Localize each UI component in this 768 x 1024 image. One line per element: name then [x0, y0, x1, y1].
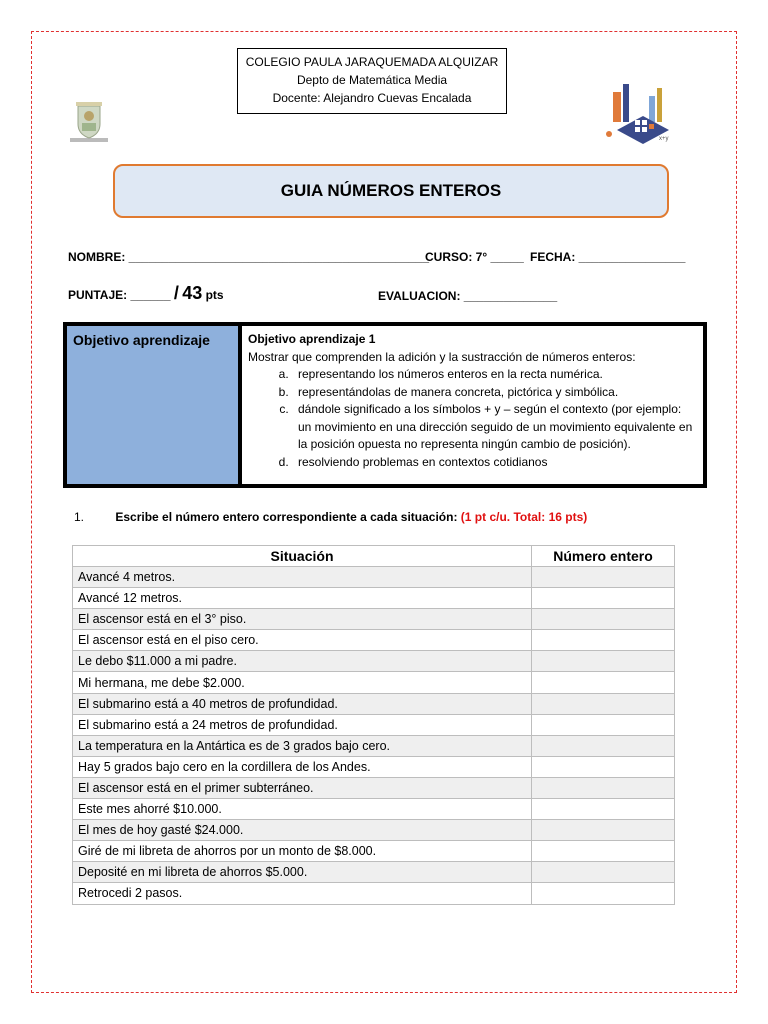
- evaluacion-label: EVALUACION:: [378, 289, 461, 303]
- objective-item-a: a. representando los números enteros en la recta numérica.: [292, 366, 697, 384]
- puntaje-field[interactable]: [68, 283, 224, 304]
- situation-cell: El ascensor está en el primer subterráneo.: [73, 777, 532, 798]
- situation-cell: Avancé 4 metros.: [73, 567, 532, 588]
- curso-field[interactable]: [425, 250, 524, 264]
- objective-item-d: d. resolviendo problemas en contextos cotidianos: [292, 454, 697, 472]
- teacher-name: Docente: Alejandro Cuevas Encalada: [272, 91, 472, 105]
- table-row: [73, 630, 675, 651]
- situation-cell: Deposité en mi libreta de ahorros $5.000.: [73, 862, 532, 883]
- situation-cell: El mes de hoy gasté $24.000.: [73, 820, 532, 841]
- table-row: [73, 651, 675, 672]
- answer-cell[interactable]: [532, 567, 675, 588]
- situation-cell: La temperatura en la Antártica es de 3 grados bajo cero.: [73, 735, 532, 756]
- situation-cell: Le debo $11.000 a mi padre.: [73, 651, 532, 672]
- school-header: [237, 48, 507, 114]
- answer-cell[interactable]: [532, 841, 675, 862]
- instruction: [74, 510, 587, 524]
- situation-cell: El submarino está a 24 metros de profundidad.: [73, 714, 532, 735]
- answer-cell[interactable]: [532, 756, 675, 777]
- table-row: [73, 735, 675, 756]
- curso-line: _____: [490, 250, 524, 264]
- table-row: [73, 799, 675, 820]
- answer-cell[interactable]: [532, 777, 675, 798]
- situation-cell: El ascensor está en el piso cero.: [73, 630, 532, 651]
- situation-cell: Giré de mi libreta de ahorros por un monto de $8.000.: [73, 841, 532, 862]
- table-row: [73, 672, 675, 693]
- header-numero-entero: Número entero: [532, 546, 675, 567]
- table-row: [73, 693, 675, 714]
- answer-cell[interactable]: [532, 883, 675, 904]
- objective-content: [242, 326, 703, 484]
- table-row: [73, 714, 675, 735]
- table-row: [73, 883, 675, 904]
- situation-cell: El submarino está a 40 metros de profundidad.: [73, 693, 532, 714]
- answer-cell[interactable]: [532, 714, 675, 735]
- nombre-label: NOMBRE:: [68, 250, 126, 264]
- evaluacion-line: ______________: [463, 289, 558, 303]
- fecha-field[interactable]: [530, 250, 685, 264]
- answer-cell[interactable]: [532, 588, 675, 609]
- evaluacion-field[interactable]: [378, 289, 557, 303]
- answer-cell[interactable]: [532, 651, 675, 672]
- nombre-field[interactable]: [68, 250, 429, 264]
- puntaje-slash: /: [173, 283, 179, 303]
- table-row: [73, 777, 675, 798]
- table-header-row: [73, 546, 675, 567]
- instruction-text: Escribe el número entero correspondiente a cada situación:: [115, 510, 458, 524]
- curso-label: CURSO: 7°: [425, 250, 488, 264]
- fecha-label: FECHA:: [530, 250, 576, 264]
- table-row: [73, 588, 675, 609]
- situation-cell: Retrocedi 2 pasos.: [73, 883, 532, 904]
- answer-cell[interactable]: [532, 672, 675, 693]
- table-row: [73, 862, 675, 883]
- instruction-points: (1 pt c/u. Total: 16 pts): [460, 510, 588, 524]
- svg-text:x+y: x+y: [659, 136, 669, 142]
- table-row: [73, 609, 675, 630]
- department-name: Depto de Matemática Media: [296, 73, 448, 87]
- puntaje-label: PUNTAJE:: [68, 288, 128, 302]
- answer-cell[interactable]: [532, 799, 675, 820]
- answer-cell[interactable]: [532, 735, 675, 756]
- objective-item-c: c. dándole significado a los símbolos + y – según el contexto (por ejemplo: un movimiento en una dirección seguido de un movimiento equivalente en la posición opuesta no representa ningún cambio de posición).: [292, 401, 697, 454]
- school-crest-icon: [66, 100, 112, 146]
- total-points: 43: [182, 283, 203, 303]
- objective-item-b: b. representándolas de manera concreta, pictórica y simbólica.: [292, 384, 697, 402]
- situations-table: [72, 545, 675, 905]
- puntaje-line: ______: [130, 288, 171, 302]
- table-row: [73, 841, 675, 862]
- answer-cell[interactable]: [532, 630, 675, 651]
- objective-box: [63, 322, 707, 488]
- situation-cell: Hay 5 grados bajo cero en la cordillera de los Andes.: [73, 756, 532, 777]
- objective-list: [248, 366, 697, 471]
- objective-label: Objetivo aprendizaje: [67, 326, 242, 484]
- table-row: [73, 756, 675, 777]
- answer-cell[interactable]: [532, 609, 675, 630]
- situation-cell: Mi hermana, me debe $2.000.: [73, 672, 532, 693]
- table-row: [73, 567, 675, 588]
- objective-heading: Objetivo aprendizaje 1: [248, 332, 376, 346]
- nombre-line: _____________________________________________: [128, 250, 429, 264]
- answer-cell[interactable]: [532, 820, 675, 841]
- school-name: COLEGIO PAULA JARAQUEMADA ALQUIZAR: [245, 55, 499, 69]
- page-title: GUIA NÚMEROS ENTEROS: [113, 164, 669, 218]
- objective-intro: Mostrar que comprenden la adición y la sustracción de números enteros:: [248, 349, 636, 364]
- situation-cell: Avancé 12 metros.: [73, 588, 532, 609]
- table-row: [73, 820, 675, 841]
- situation-cell: Este mes ahorré $10.000.: [73, 799, 532, 820]
- fecha-line: ________________: [578, 250, 686, 264]
- math-illustration-icon: [603, 78, 675, 146]
- instruction-number: 1.: [74, 510, 85, 524]
- pts-label: pts: [205, 288, 224, 302]
- answer-cell[interactable]: [532, 862, 675, 883]
- answer-cell[interactable]: [532, 693, 675, 714]
- situation-cell: El ascensor está en el 3° piso.: [73, 609, 532, 630]
- header-situacion: Situación: [73, 546, 532, 567]
